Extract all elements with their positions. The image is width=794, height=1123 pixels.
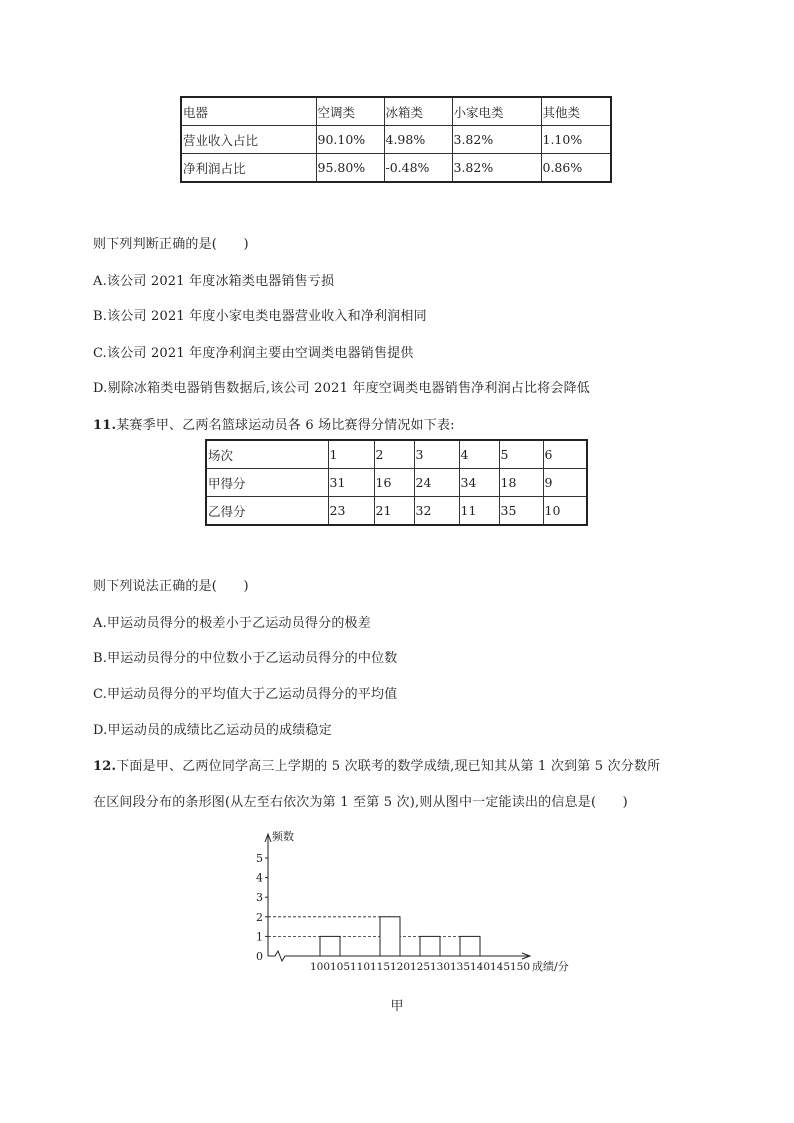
table-cell: 90.10% <box>316 126 384 154</box>
table-cell: 4 <box>459 440 499 469</box>
table-cell: 其他类 <box>541 97 611 126</box>
table-cell: 24 <box>414 469 459 497</box>
table-row <box>206 497 587 526</box>
x-axis-label: 成绩/分 <box>532 960 569 973</box>
q10-option-b: B.该公司 2021 年度小家电类电器营业收入和净利润相同 <box>93 309 427 324</box>
table-cell: 空调类 <box>316 97 384 126</box>
x-tick-label: 125 <box>409 961 431 973</box>
histogram-bar <box>380 917 400 956</box>
table-cell: 4.98% <box>384 126 452 154</box>
table-cell: 5 <box>499 440 543 469</box>
table-cell: 23 <box>328 497 374 526</box>
q11-prompt: 则下列说法正确的是( ) <box>93 579 249 594</box>
table-cell: 35 <box>499 497 543 526</box>
table-cell: 小家电类 <box>452 97 541 126</box>
table-row <box>206 469 587 497</box>
table-cell: 32 <box>414 497 459 526</box>
x-tick-label: 100 <box>309 961 331 973</box>
x-tick-label: 115 <box>369 961 391 973</box>
chart-caption: 甲 <box>390 999 404 1014</box>
q11-option-a: A.甲运动员得分的极差小于乙运动员得分的极差 <box>93 616 371 631</box>
q12-stem-line1 <box>93 755 660 774</box>
table-cell: 34 <box>459 469 499 497</box>
table-cell: 9 <box>543 469 587 497</box>
table-cell: 净利润占比 <box>181 154 316 183</box>
table-cell: 场次 <box>206 440 328 469</box>
x-tick-label: 145 <box>489 961 511 973</box>
table-cell: 乙得分 <box>206 497 328 526</box>
histogram-chart <box>240 820 569 1020</box>
y-tick-label: 5 <box>256 852 263 865</box>
x-tick-label: 110 <box>349 961 371 973</box>
table-cell: 11 <box>459 497 499 526</box>
q11-option-d: D.甲运动员的成绩比乙运动员的成绩稳定 <box>93 723 332 738</box>
table-cell: 6 <box>543 440 587 469</box>
histogram-bar <box>420 936 440 956</box>
table-cell: 1.10% <box>541 126 611 154</box>
table-cell: 21 <box>374 497 414 526</box>
table-row <box>206 440 587 469</box>
table-cell: 3.82% <box>452 154 541 183</box>
x-tick-label: 120 <box>389 961 411 973</box>
q11-stem <box>93 414 455 433</box>
histogram-bar <box>460 936 480 956</box>
table-cell: 1 <box>328 440 374 469</box>
q10-option-c: C.该公司 2021 年度净利润主要由空调类电器销售提供 <box>93 346 414 361</box>
table-cell: 冰箱类 <box>384 97 452 126</box>
table-cell: 18 <box>499 469 543 497</box>
table-cell: 2 <box>374 440 414 469</box>
question-number: 11. <box>93 418 117 433</box>
y-tick-label: 3 <box>256 891 263 905</box>
table-cell: 0.86% <box>541 154 611 183</box>
table-cell: 95.80% <box>316 154 384 183</box>
score-table <box>205 439 588 526</box>
x-tick-label: 105 <box>329 961 351 973</box>
q11-option-b: B.甲运动员得分的中位数小于乙运动员得分的中位数 <box>93 651 398 666</box>
table-cell: -0.48% <box>384 154 452 183</box>
table-row <box>181 97 611 126</box>
question-text: 某赛季甲、乙两名篮球运动员各 6 场比赛得分情况如下表: <box>116 418 455 433</box>
histogram-bar <box>320 936 340 956</box>
table-cell: 10 <box>543 497 587 526</box>
y-tick-label: 4 <box>256 871 263 885</box>
table-row <box>181 154 611 183</box>
y-tick-label: 1 <box>256 930 263 944</box>
table-cell: 16 <box>374 469 414 497</box>
table-cell: 电器 <box>181 97 316 126</box>
q10-option-a: A.该公司 2021 年度冰箱类电器销售亏损 <box>93 274 335 289</box>
q11-option-c: C.甲运动员得分的平均值大于乙运动员得分的平均值 <box>93 687 398 702</box>
q10-option-d: D.剔除冰箱类电器销售数据后,该公司 2021 年度空调类电器销售净利润占比将会降低 <box>93 381 590 396</box>
table-cell: 3.82% <box>452 126 541 154</box>
x-tick-label: 150 <box>509 961 531 973</box>
table-cell: 营业收入占比 <box>181 126 316 154</box>
q12-stem-line2: 在区间段分布的条形图(从左至右依次为第 1 至第 5 次),则从图中一定能读出的信息是( ) <box>93 795 628 810</box>
appliance-table <box>180 96 612 183</box>
y-tick-label: 2 <box>256 910 263 924</box>
x-tick-label: 135 <box>449 961 471 973</box>
table-row <box>181 126 611 154</box>
x-tick-label: 140 <box>469 961 491 973</box>
table-cell: 甲得分 <box>206 469 328 497</box>
question-number: 12. <box>93 759 117 774</box>
y-axis-label: 频数 <box>272 830 294 843</box>
q10-prompt: 则下列判断正确的是( ) <box>93 237 249 252</box>
x-tick-label: 130 <box>429 961 451 973</box>
table-cell: 31 <box>328 469 374 497</box>
y-tick-label: 0 <box>256 950 263 963</box>
table-cell: 3 <box>414 440 459 469</box>
question-text: 下面是甲、乙两位同学高三上学期的 5 次联考的数学成绩,现已知其从第 1 次到第 5 次分数所 <box>116 759 661 774</box>
